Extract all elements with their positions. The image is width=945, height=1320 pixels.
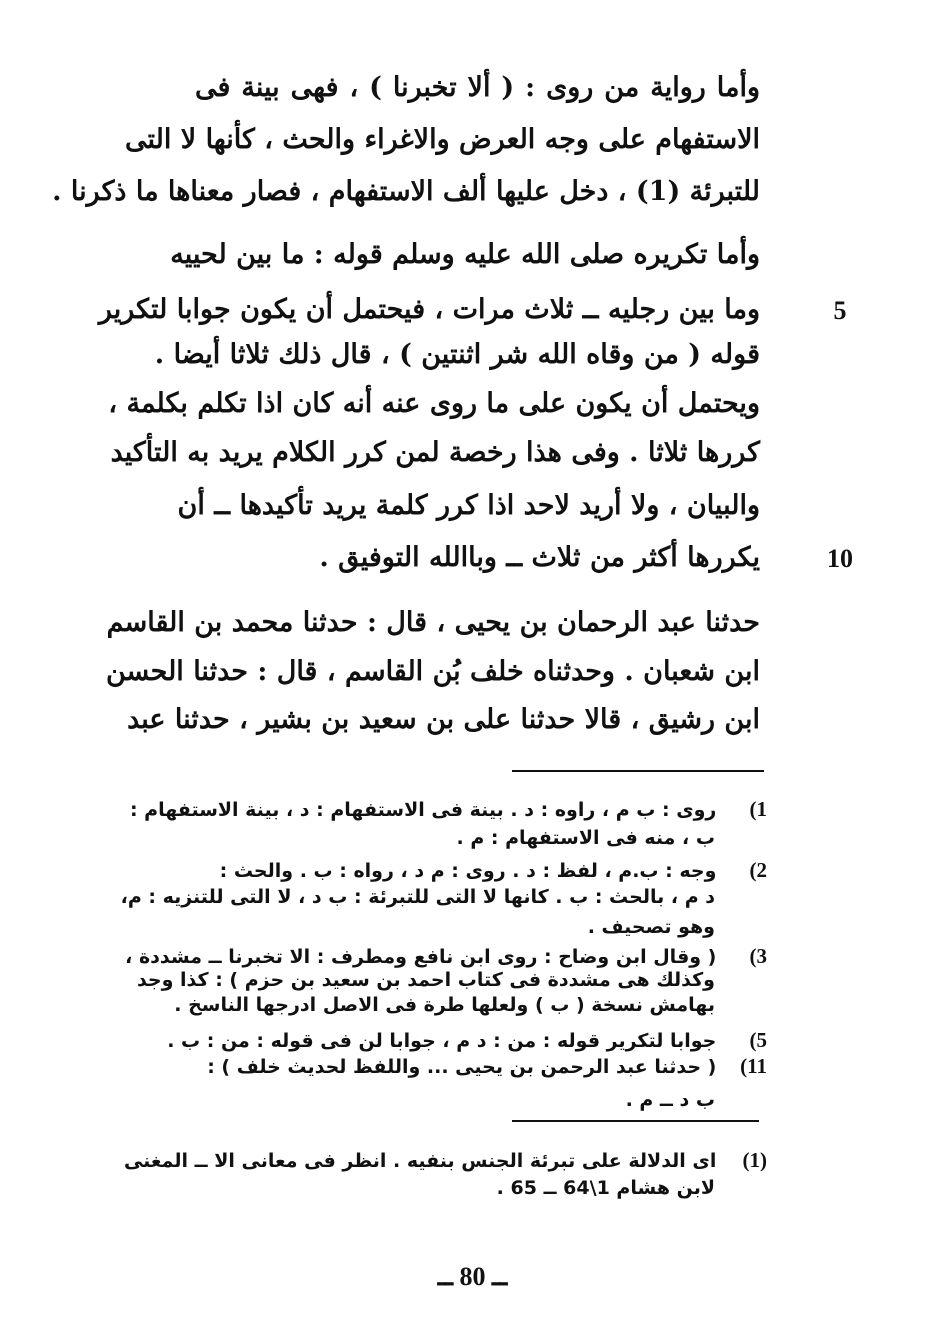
line-number: 5 xyxy=(833,296,847,325)
footnote-number: (1) xyxy=(742,1148,767,1172)
variant-note xyxy=(167,1028,767,1053)
variant-note xyxy=(220,858,767,883)
footnote-divider xyxy=(512,1120,759,1122)
body-line: حدثنا عبد الرحمان بن يحيى ، قال : حدثنا محمد بن القاسم xyxy=(106,607,760,638)
variant-note xyxy=(207,1054,767,1079)
body-line: ويحتمل أن يكون على ما روى عنه أنه كان اذا تكلم بكلمة ، xyxy=(108,388,760,419)
variant-note-continuation: ب ، منه فى الاستفهام : م . xyxy=(456,827,715,849)
variant-note-continuation: وكذلك هى مشددة فى كتاب احمد بن سعيد بن حزم ) : كذا وجد xyxy=(136,969,715,991)
body-line: يكررها أكثر من ثلاث ــ وباالله التوفيق . xyxy=(319,542,760,573)
body-line: وما بين رجليه ــ ثلاث مرات ، فيحتمل أن يكون جوابا لتكرير xyxy=(98,294,760,325)
variant-note-text: جوابا لتكرير قوله : من : د م ، جوابا لن فى قوله : من : ب . xyxy=(167,1030,717,1052)
variant-note-number: 1) xyxy=(749,797,767,821)
variant-note-continuation: بهامش نسخة ( ب ) ولعلها طرة فى الاصل ادرجها الناسخ . xyxy=(174,994,715,1016)
footnote-continuation: لابن هشام 1\64 ــ 65 . xyxy=(496,1177,715,1199)
variant-note-text: وجه : ب.م ، لفظ : د . روى : م د ، رواه : ب . والحث : xyxy=(219,860,717,882)
line-number: 10 xyxy=(827,544,853,573)
body-line: والبيان ، ولا أريد لاحد اذا كرر كلمة يريد تأكيدها ــ أن xyxy=(177,490,760,521)
variant-note-continuation: د م ، بالحث : ب . كانها لا التى للتبرئة : ب د ، لا التى للتنزيه : م، xyxy=(120,886,715,908)
footnote-text: اى الدلالة على تبرئة الجنس بنفيه . انظر فى معانى الا ــ المغنى xyxy=(123,1150,717,1172)
body-line: ابن رشيق ، قالا حدثنا على بن سعيد بن بشير ، حدثنا عبد xyxy=(127,704,760,735)
variant-note-number: 11) xyxy=(740,1054,767,1078)
variant-note-text: ( وقال ابن وضاح : روى ابن نافع ومطرف : الا تخبرنا ــ مشددة ، xyxy=(125,946,717,968)
body-line: الاستفهام على وجه العرض والاغراء والحث ، كأنها لا التى xyxy=(125,124,760,155)
variant-note-text: روى : ب م ، راوه : د . بينة فى الاستفهام : د ، بينة الاستفهام : xyxy=(129,799,717,821)
notes-divider xyxy=(512,770,764,772)
variant-note-continuation: وهو تصحيف . xyxy=(587,916,715,938)
variant-note-number: 3) xyxy=(749,944,767,968)
variant-note-text: ( حدثنا عبد الرحمن بن يحيى ... واللفظ لحديث خلف ) : xyxy=(207,1056,717,1078)
body-line: ابن شعبان . وحدثناه خلف بُن القاسم ، قال : حدثنا الحسن xyxy=(106,656,760,687)
variant-note-continuation: ب د ــ م . xyxy=(625,1089,715,1111)
variant-note xyxy=(130,797,767,822)
footnote xyxy=(124,1148,767,1173)
variant-note-number: 2) xyxy=(749,858,767,882)
variant-note xyxy=(125,944,767,969)
body-line: للتبرئة (1) ، دخل عليها ألف الاستفهام ، فصار معناها ما ذكرنا . xyxy=(52,176,760,207)
body-line: وأما رواية من روى : ( ألا تخبرنا ) ، فهى بينة فى xyxy=(195,72,760,103)
variant-note-number: 5) xyxy=(749,1028,767,1052)
body-line: قوله ( من وقاه الله شر اثنتين ) ، قال ذلك ثلاثا أيضا . xyxy=(154,339,760,370)
body-line: كررها ثلاثا . وفى هذا رخصة لمن كرر الكلام يريد به التأكيد xyxy=(110,437,760,468)
body-line: وأما تكريره صلى الله عليه وسلم قوله : ما بين لحييه xyxy=(170,239,760,270)
page-number: ــ 80 ــ xyxy=(437,1262,508,1291)
